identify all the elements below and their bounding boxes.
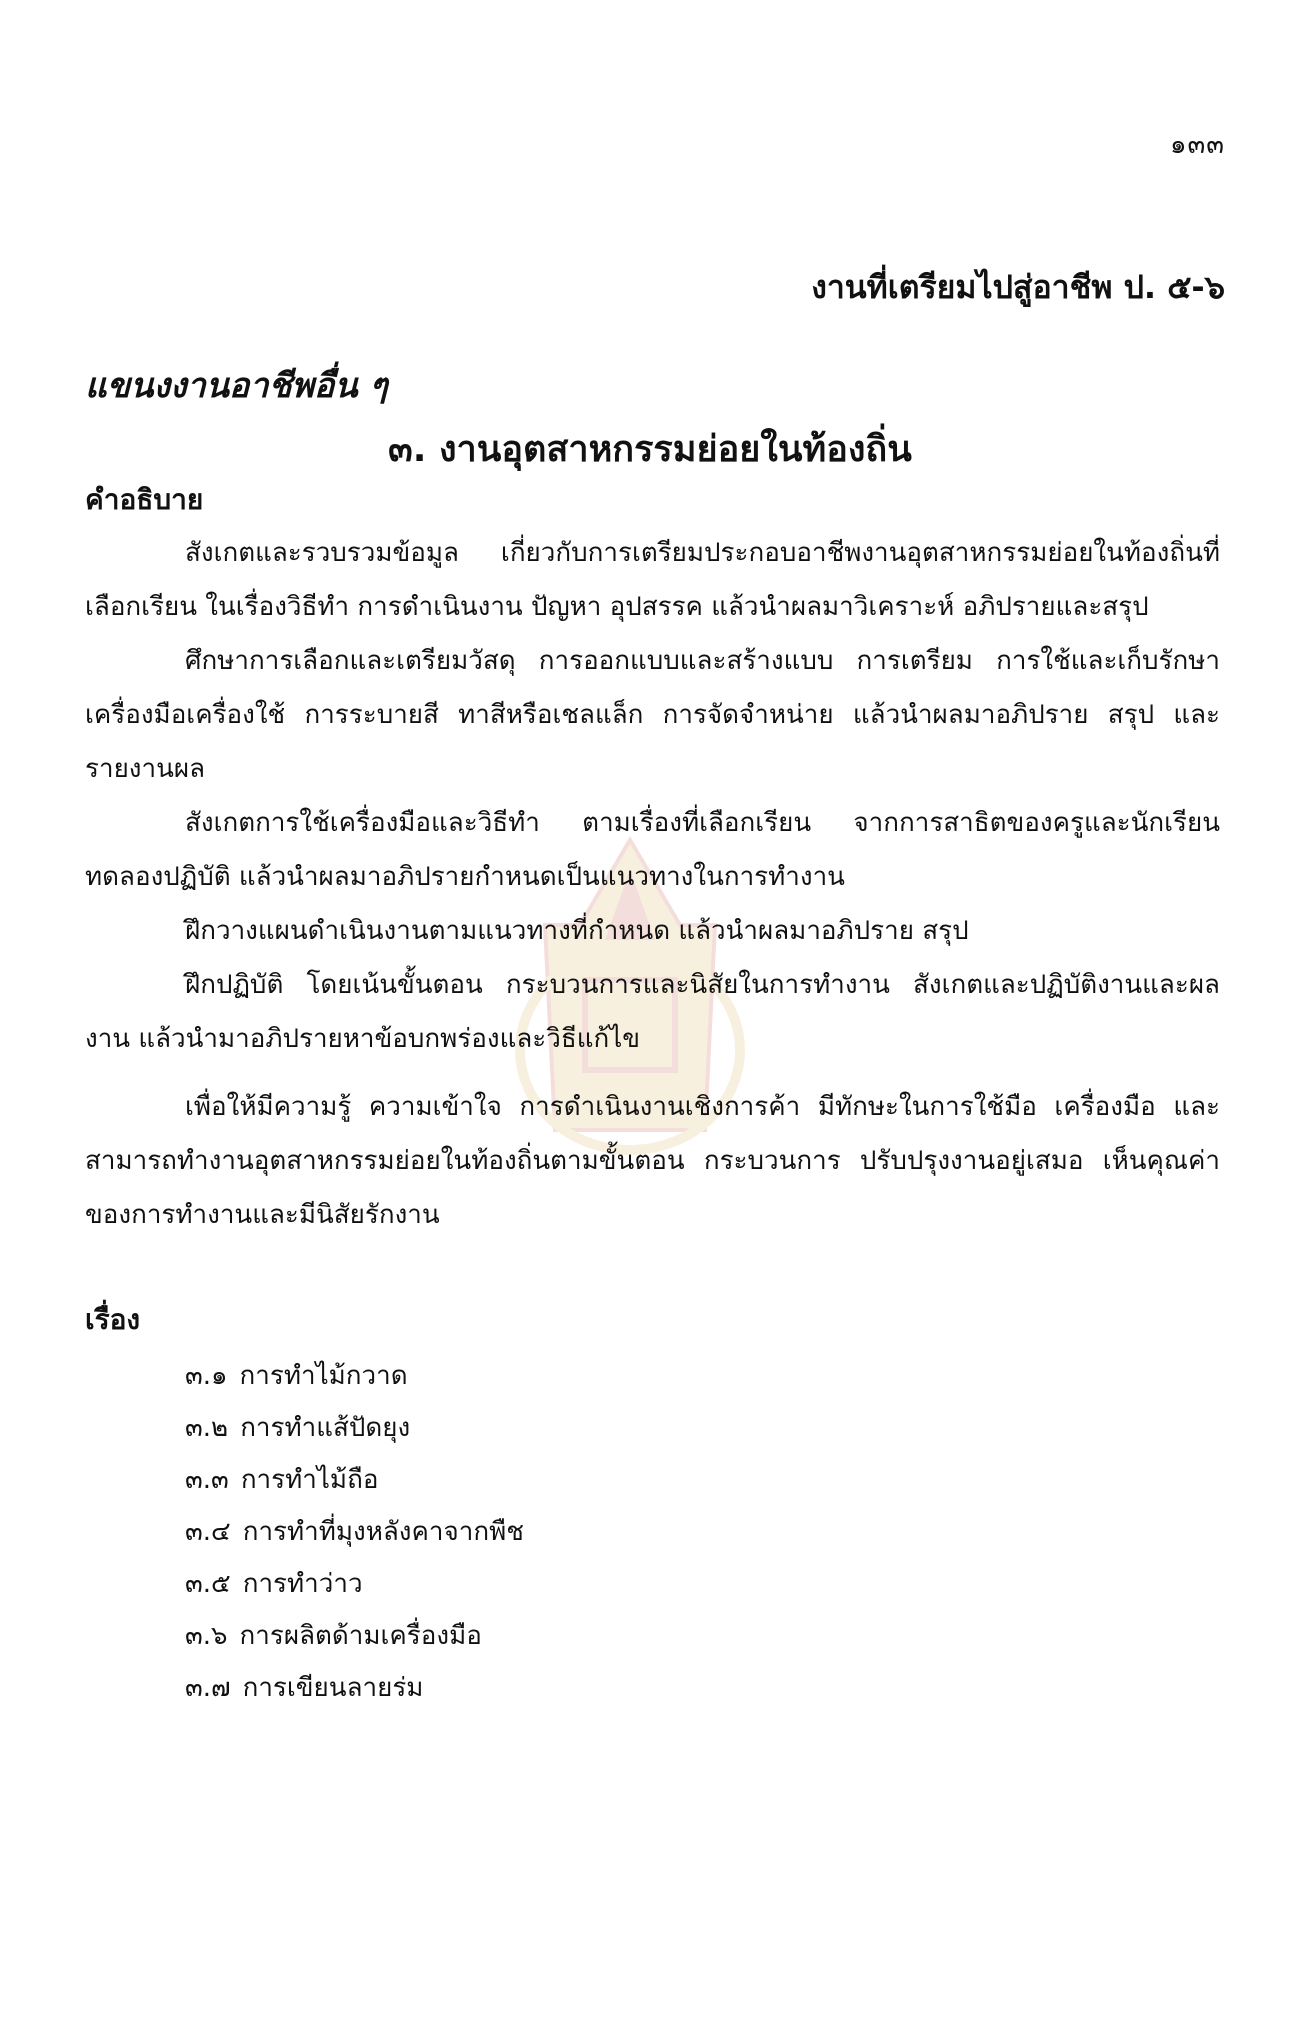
topic-label: การทำไม้ถือ bbox=[240, 1465, 379, 1495]
topics-heading: เรื่อง bbox=[85, 1303, 141, 1336]
description-body bbox=[85, 526, 1220, 1242]
running-header: งานที่เตรียมไปสู่อาชีพ ป. ๕-๖ bbox=[811, 268, 1225, 306]
description-paragraph: ศึกษาการเลือกและเตรียมวัสดุ การออกแบบและสร้างแบบ การเตรียม การใช้และเก็บรักษา เครื่องมือเครื่องใช้ การระบายสี ทาสีหรือเชลแล็ก การจัดจำหน่าย แล้วนำผลมาอภิปราย สรุป และรายงานผล bbox=[85, 646, 1220, 784]
list-item bbox=[185, 1350, 524, 1402]
description-paragraph: ฝึกวางแผนดำเนินงานตามแนวทางที่กำหนด แล้วนำผลมาอภิปราย สรุป bbox=[185, 916, 969, 946]
topics-list bbox=[185, 1350, 524, 1714]
list-item bbox=[185, 1610, 524, 1662]
list-item bbox=[185, 1454, 524, 1506]
topic-label: การทำที่มุงหลังคาจากพืช bbox=[242, 1517, 524, 1547]
list-item bbox=[185, 1402, 524, 1454]
topic-label: การทำไม้กวาด bbox=[239, 1361, 408, 1391]
topic-number: ๓.๖ bbox=[185, 1621, 228, 1651]
topic-label: การทำแส้ปัดยุง bbox=[240, 1413, 411, 1443]
description-paragraph: สังเกตการใช้เครื่องมือและวิธีทำ ตามเรื่องที่เลือกเรียน จากการสาธิตของครูและนักเรียน ทดลองปฏิบัติ แล้วนำผลมาอภิปรายกำหนดเป็นแนวทางในการทำงาน bbox=[85, 808, 1220, 892]
topic-label: การทำว่าว bbox=[242, 1569, 363, 1599]
topic-number: ๓.๑ bbox=[185, 1361, 228, 1391]
topic-number: ๓.๔ bbox=[185, 1517, 231, 1547]
description-paragraph: สังเกตและรวบรวมข้อมูล เกี่ยวกับการเตรียมประกอบอาชีพงานอุตสาหกรรมย่อยในท้องถิ่นที่เลือกเรียน ในเรื่องวิธีทำ การดำเนินงาน ปัญหา อุปสรรค แล้วนำผลมาวิเคราะห์ อภิปรายและสรุป bbox=[85, 538, 1220, 622]
page-number: ๑๓๓ bbox=[1169, 130, 1225, 160]
description-heading: คำอธิบาย bbox=[85, 483, 204, 516]
document-title: ๓. งานอุตสาหกรรมย่อยในท้องถิ่น bbox=[388, 429, 912, 470]
topic-label: การผลิตด้ามเครื่องมือ bbox=[239, 1621, 482, 1651]
topic-label: การเขียนลายร่ม bbox=[242, 1673, 424, 1703]
topic-number: ๓.๓ bbox=[185, 1465, 229, 1495]
topic-number: ๓.๒ bbox=[185, 1413, 229, 1443]
objective-paragraph: เพื่อให้มีความรู้ ความเข้าใจ การดำเนินงานเชิงการค้า มีทักษะในการใช้มือ เครื่องมือ และสามารถทำงานอุตสาหกรรมย่อยในท้องถิ่นตามขั้นตอน กระบวนการ ปรับปรุงงานอยู่เสมอ เห็นคุณค่าของการทำงานและมีนิสัยรักงาน bbox=[85, 1092, 1220, 1230]
description-paragraph: ฝึกปฏิบัติ โดยเน้นขั้นตอน กระบวนการและนิสัยในการทำงาน สังเกตและปฏิบัติงานและผลงาน แล้วนำมาอภิปรายหาข้อบกพร่องและวิธีแก้ไข bbox=[85, 970, 1220, 1054]
list-item bbox=[185, 1558, 524, 1610]
topic-number: ๓.๗ bbox=[185, 1673, 231, 1703]
topic-number: ๓.๕ bbox=[185, 1569, 231, 1599]
section-heading: แขนงงานอาชีพอื่น ๆ bbox=[85, 366, 388, 406]
list-item bbox=[185, 1506, 524, 1558]
list-item bbox=[185, 1662, 524, 1714]
